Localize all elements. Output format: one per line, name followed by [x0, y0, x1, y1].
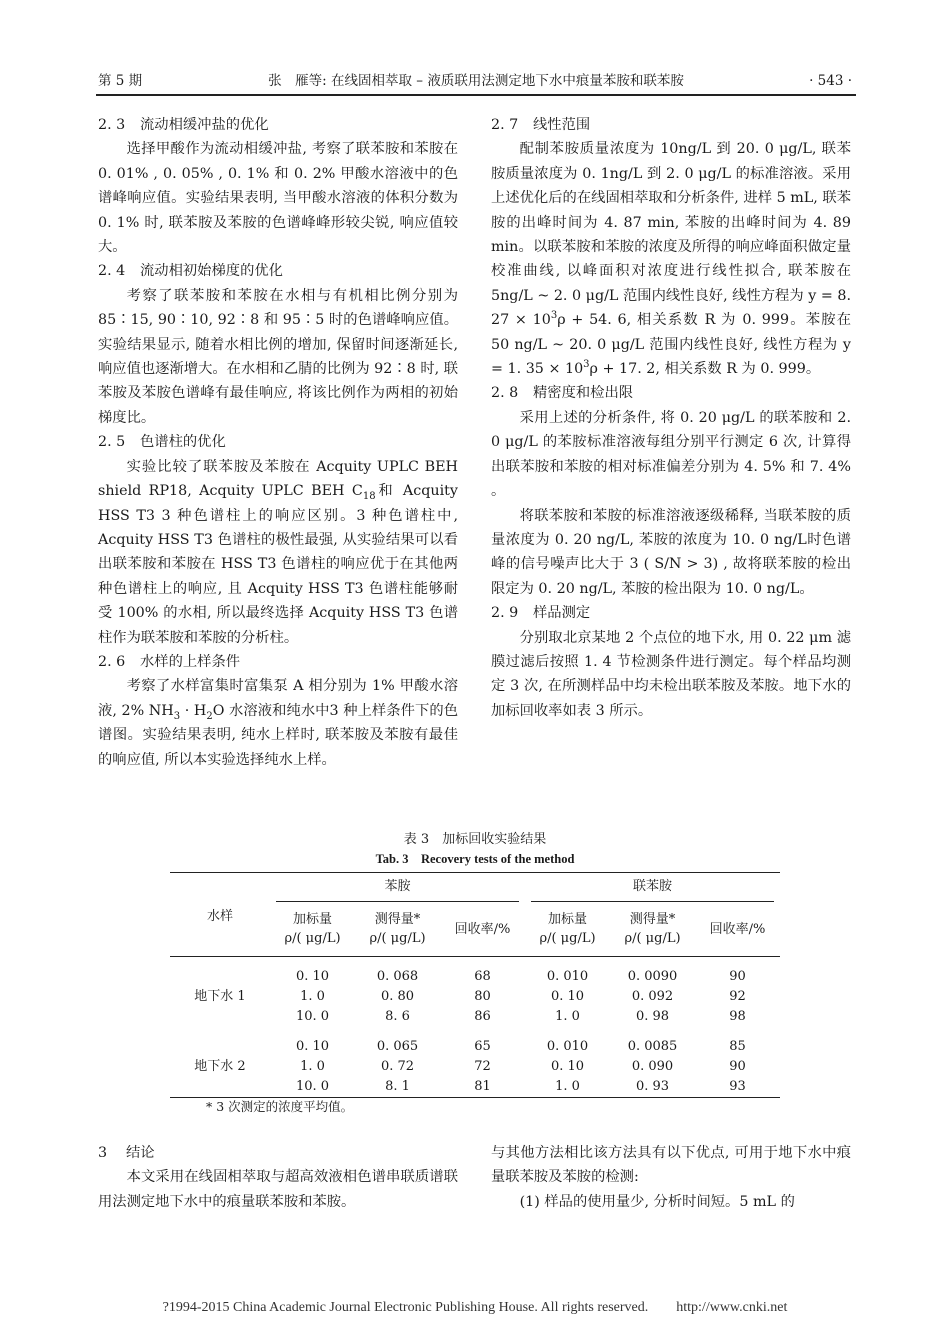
text-run: O 水溶液和纯水中3 种上样条件下的色谱图。实验结果表明, 纯水上样时, 联苯胺及苯胺有最佳的响应值, 所以本实验选择纯水上样。: [98, 702, 458, 768]
col-header-text: 加标量: [547, 912, 587, 928]
section-number: 2. 7: [491, 117, 519, 133]
text-run: 配制苯胺质量浓度为 10ng/L 到 20. 0 μg/L, 联苯胺质量浓度为 0. 1ng/L 到 2. 0 μg/L 的标准溶液。采用上述优化后的在线固相萃取和分析条件, 进样 5 mL, 联苯胺的出峰时间为 4. 87 min, 苯胺的出峰时间为 4. 89 min。以联苯胺和苯胺的浓度及所得的响应峰面积做定量校准曲线, 以峰面积对浓度进行线性拟合, 联苯胺在 5ng/L ~ 2. 0 μg/L 范围内线性良好, 线性方程为 y = 8. 27 × 10: [491, 141, 851, 329]
table-cell: 90: [729, 1059, 746, 1074]
col-header-found: [610, 903, 695, 957]
superscript: 3: [583, 359, 590, 371]
table-cell: 86: [474, 1009, 491, 1024]
table-cell: 92: [729, 989, 746, 1004]
section-number: 2. 5: [98, 434, 126, 451]
table-cell: 98: [729, 1009, 746, 1024]
col-header-unit: ρ/( μg/L): [284, 931, 341, 947]
conclusion-right: [491, 1141, 851, 1214]
table-cell: 68: [474, 969, 491, 984]
table-cell: 0. 10: [550, 989, 585, 1004]
paragraph: [98, 455, 458, 650]
group-header-aniline: [270, 873, 525, 903]
paragraph: [98, 674, 458, 772]
table-cell: 0. 065: [376, 1039, 419, 1054]
table-cell: 72: [474, 1059, 491, 1074]
running-title: 张 雁等: 在线固相萃取 – 液质联用法测定地下水中痕量苯胺和联苯胺: [268, 73, 684, 89]
section-title: 精密度和检出限: [533, 385, 634, 402]
table-cell: 65: [474, 1039, 491, 1054]
table-cell: 0. 10: [295, 969, 330, 984]
col-header-unit: ρ/( μg/L): [539, 931, 596, 947]
spacer-row: [170, 1027, 780, 1037]
left-column: [98, 113, 458, 772]
sample-name: 地下水 1: [194, 989, 246, 1004]
table-cell: 90: [729, 969, 746, 984]
section-heading-2-7: [491, 113, 851, 137]
group-label: 联苯胺: [531, 873, 773, 902]
section-heading-2-4: [98, 259, 458, 283]
table-cell: 80: [474, 989, 491, 1004]
spacer-cell: [170, 957, 780, 968]
col-header-unit: ρ/( μg/L): [624, 931, 681, 947]
subscript: 3: [173, 710, 181, 722]
col-header-unit: ρ/( μg/L): [369, 931, 426, 947]
subscript: 18: [362, 490, 376, 502]
section-heading-2-5: [98, 430, 458, 454]
col-header-recovery: 回收率/%: [695, 903, 780, 957]
conclusion-left: [98, 1141, 458, 1214]
section-title: 结论: [126, 1145, 155, 1161]
col-header-text: 加标量: [292, 912, 332, 928]
text-run: 和 Acquity HSS T3 3 种色谱柱上的响应区别。3 种色谱柱中, Acquity HSS T3 色谱柱的极性最强, 从实验结果可以看出联苯胺和苯胺在 HSS T3 色谱柱的响应优于在其他两种色谱柱上的响应, 且 Acquity HSS T3 色谱柱能够耐受 100% 的水相, 所以最终选择 Acquity HSS T3 色谱柱作为联苯胺和苯胺的分析柱。: [98, 483, 458, 646]
section-heading-2-8: [491, 381, 851, 405]
superscript: 3: [550, 310, 558, 322]
paragraph: 采用上述的分析条件, 将 0. 20 μg/L 的联苯胺和 2. 0 μg/L 的苯胺标准溶液每组分别平行测定 6 次, 计算得出联苯胺和苯胺的相对标准偏差分别为 4. 5% 和 7. 4% 。: [491, 409, 851, 500]
table-cell: 85: [729, 1039, 746, 1054]
section-number: 2. 9: [491, 605, 519, 622]
table-cell: 1. 0: [525, 1077, 610, 1098]
section-number: 2. 4: [98, 263, 126, 280]
copyright-footer: ?1994-2015 China Academic Journal Electronic Publishing House. All rights reserved. http://www.cnki.net: [162, 1300, 788, 1315]
paragraph: 将联苯胺和苯胺的标准溶液逐级稀释, 当联苯胺的质量浓度为 0. 20 ng/L, 苯胺的浓度为 10. 0 ng/L时色谱峰的信号噪声比大于 3 ( S/N > 3) , 故将联苯胺的检出限定为 0. 20 ng/L, 苯胺的检出限为 10. 0 ng/L。: [491, 507, 851, 597]
group-header-benzidine: [525, 873, 780, 903]
running-header: [96, 68, 856, 96]
right-column: [491, 113, 851, 723]
section-number: 2. 6: [98, 653, 126, 670]
spacer-cell: [170, 1027, 780, 1037]
table-cell: 0. 010: [546, 1039, 589, 1054]
table-cell: 0. 010: [546, 969, 589, 984]
section-number: 2. 8: [491, 385, 519, 402]
paragraph: 与其他方法相比该方法具有以下优点, 可用于地下水中痕量联苯胺及苯胺的检测:: [491, 1145, 851, 1186]
paragraph: [491, 137, 851, 381]
sample-group-2: [170, 1037, 780, 1098]
section-number: 2. 3: [98, 117, 126, 133]
page-number: · 543 ·: [809, 73, 852, 89]
recovery-table: [170, 872, 780, 1098]
section-title: 水样的上样条件: [140, 653, 241, 670]
text-run: · H: [180, 702, 207, 719]
col-header-recovery: 回收率/%: [440, 903, 525, 957]
table-cell: 0. 090: [631, 1059, 674, 1074]
text-run: 实验比较了联苯胺及苯胺在 Acquity UPLC BEH shield RP18, Acquity UPLC BEH C: [98, 458, 458, 500]
section-heading-2-9: [491, 601, 851, 625]
table-cell: 1. 0: [300, 1059, 325, 1074]
sample-name: 地下水 2: [170, 1037, 270, 1098]
section-heading-2-6: [98, 650, 458, 674]
table-cell: 0. 80: [380, 989, 415, 1004]
table-cell: 10. 0: [295, 1009, 330, 1024]
section-title: 流动相缓冲盐的优化: [140, 117, 269, 133]
list-item: (1) 样品的使用量少, 分析时间短。5 mL 的: [519, 1193, 795, 1210]
table-caption-cn: 表 3 加标回收实验结果: [403, 832, 547, 847]
table-caption-en: Tab. 3 Recovery tests of the method: [375, 852, 575, 866]
table-header-row: [170, 873, 780, 903]
section-heading-2-3: [98, 113, 458, 137]
table-cell: 0. 092: [631, 989, 674, 1004]
table-cell: 0. 72: [380, 1059, 415, 1074]
text-run: 考察了水样富集时富集泵 A 相分别为 1% 甲酸水溶液, 2% NH: [98, 678, 458, 719]
table-cell: 0. 0085: [627, 1039, 678, 1054]
text-run: ρ + 17. 2, 相关系数 R 为 0. 999。: [589, 361, 821, 378]
table-row: [170, 1037, 780, 1057]
table-cell: 10. 0: [270, 1077, 355, 1098]
table-cell: 0. 93: [610, 1077, 695, 1098]
paragraph: 考察了联苯胺和苯胺在水相与有机相比例分别为 85∶15, 90∶10, 92∶8 和 95∶5 时的色谱峰响应值。实验结果显示, 随着水相比例的增加, 保留时间逐渐延长, 响应值也逐渐增大。在水相和乙腈的比例为 92∶8 时, 联苯胺及苯胺色谱峰有最佳响应, 将该比例作为两相的初始梯度比。: [98, 287, 458, 426]
section-title: 线性范围: [533, 117, 591, 133]
table-cell: 93: [695, 1077, 780, 1098]
table-cell: 0. 98: [635, 1009, 670, 1024]
table-cell: 1. 0: [555, 1009, 580, 1024]
col-header-added: [525, 903, 610, 957]
table-cell: 0. 0090: [627, 969, 678, 984]
table-cell: 8. 6: [385, 1009, 410, 1024]
table-cell: 0. 10: [550, 1059, 585, 1074]
paragraph: 选择甲酸作为流动相缓冲盐, 考察了联苯胺和苯胺在 0. 01% , 0. 05% , 0. 1% 和 0. 2% 甲酸水溶液中的色谱峰响应值。实验结果表明, 当甲酸水溶液的体积分数为 0. 1% 时, 联苯胺及苯胺的色谱峰峰形较尖锐, 响应值较大。: [98, 141, 458, 256]
subscript: 2: [206, 710, 213, 722]
issue-number: 第 5 期: [98, 73, 143, 89]
section-title: 流动相初始梯度的优化: [140, 263, 283, 280]
paragraph: 本文采用在线固相萃取与超高效液相色谱串联质谱联用法测定地下水中的痕量联苯胺和苯胺。: [98, 1169, 458, 1210]
section-title: 样品测定: [533, 605, 591, 622]
table-footnote: * 3 次测定的浓度平均值。: [206, 1099, 354, 1114]
table-cell: 0. 068: [376, 969, 419, 984]
col-header-added: [270, 903, 355, 957]
section-title: 色谱柱的优化: [140, 434, 226, 451]
sample-group-1: [170, 967, 780, 1027]
col-header-found: [355, 903, 440, 957]
table-cell: 1. 0: [300, 989, 325, 1004]
group-label: 苯胺: [276, 873, 518, 902]
table-cell: 0. 10: [295, 1039, 330, 1054]
table-cell: 8. 1: [355, 1077, 440, 1098]
section-number: 3: [98, 1145, 108, 1161]
paragraph: 分别取北京某地 2 个点位的地下水, 用 0. 22 μm 滤膜过滤后按照 1. 4 节检测条件进行测定。每个样品均测定 3 次, 在所测样品中均未检出联苯胺及苯胺。地下水的加标回收率如表 3 所示。: [491, 629, 851, 719]
text-run: ρ + 54. 6, 相关系数 R 为 0. 999。苯胺在 50 ng/L ~ 20. 0 μg/L 范围内线性良好, 线性方程为 y = 1. 35 × 10: [491, 312, 852, 378]
col-header-text: 测得量*: [629, 912, 676, 928]
spacer-row: [170, 957, 780, 968]
row-header-cell: 水样: [170, 873, 270, 957]
col-header-text: 测得量*: [374, 912, 421, 928]
section-heading-3: [98, 1141, 458, 1165]
table-cell: 81: [440, 1077, 525, 1098]
table-row: [170, 967, 780, 987]
